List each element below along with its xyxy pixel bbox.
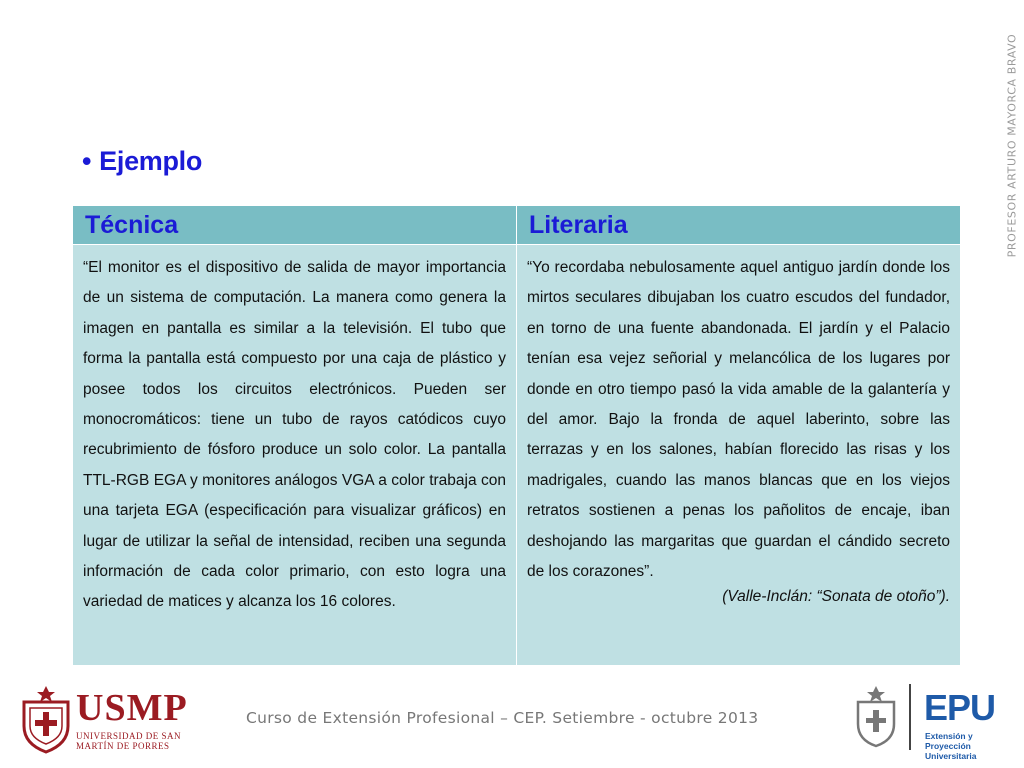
course-footer-text: Curso de Extensión Profesional – CEP. Setiembre - octubre 2013 (246, 709, 759, 727)
usmp-seal-icon (16, 680, 76, 756)
slide-heading (82, 146, 202, 177)
usmp-logo (16, 680, 196, 756)
table-header-row (73, 206, 961, 245)
epu-seal-icon (854, 680, 914, 756)
usmp-subtitle: UNIVERSIDAD DE SAN MARTÍN DE PORRES (76, 731, 181, 751)
bullet-point: • (82, 146, 92, 176)
side-credit (1000, 20, 1024, 270)
cell-literaria (517, 245, 961, 666)
header-literaria: Literaria (517, 206, 961, 245)
tecnica-paragraph: “El monitor es el dispositivo de salida de mayor importancia de un sistema de computación. La manera como genera la imagen en pantalla es similar a la televisión. El tubo que forma la pantalla está compuesto por una caja de plástico y posee todos los circuitos electrónicos. Pueden ser monocromáticos: tiene un tubo de rayos catódicos cuyo recubrimiento de fósforo produce un solo color. La pantalla TTL-RGB EGA y monitores análogos VGA a color trabaja con una tarjeta EGA (especificación para visualizar gráficos) en lugar de utilizar la señal de intensidad, reciben una segunda información de cada color primario, con esto logra una variedad de matices y alcanza los 16 colores. (83, 259, 506, 611)
side-credit-text: PROFESOR ARTURO MAYORCA BRAVO (1005, 33, 1019, 257)
comparison-table (72, 205, 961, 666)
table-row (73, 245, 961, 666)
header-tecnica: Técnica (73, 206, 517, 245)
usmp-name: USMP (76, 687, 188, 729)
literaria-paragraph: “Yo recordaba nebulosamente aquel antiguo jardín donde los mirtos seculares dibujaban los cuatro escudos del fundador, en torno de una fuente abandonada. El jardín y el Palacio tenían esa vejez señorial y melancólica de los lugares por donde en otro tiempo pasó la vida amable de la galantería y del amor. Bajo la fronda de aquel laberinto, sobre las terrazas y en los salones, habían florecido las risas y los madrigales, cuando las manos blancas que en los viejos retratos sostienen a penas los pañolitos de encaje, iban deshojando las margaritas que guardan el cándido secreto de los corazones”. (527, 259, 950, 581)
epu-name: EPU (924, 687, 996, 728)
cell-tecnica (73, 245, 517, 666)
heading-text: Ejemplo (99, 146, 203, 176)
epu-logo (854, 680, 1014, 761)
epu-subtitle: Extensión y Proyección Universitaria (925, 731, 977, 761)
literaria-citation: (Valle-Inclán: “Sonata de otoño”). (722, 588, 950, 606)
